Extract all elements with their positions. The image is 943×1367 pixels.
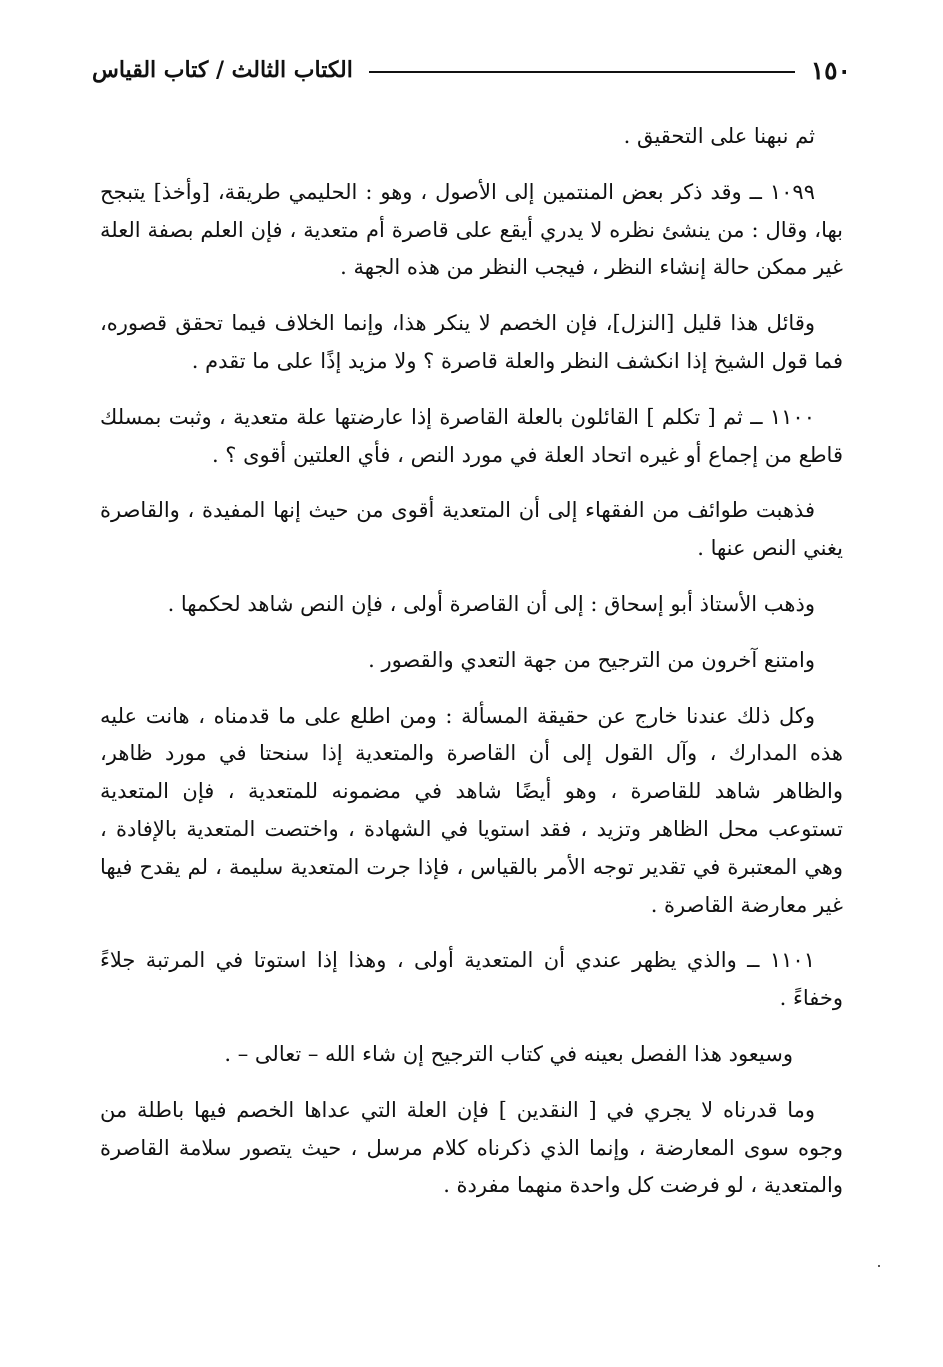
paragraph-1099: ١٠٩٩ ــ وقد ذكر بعض المنتمين إلى الأصول ، وهو : الحليمي طريقة، [وأخذ] يتبجح بها، وقال : من ينشئ نظره لا يدري أيقع على قاصرة أم متعدية ، فإن العلم بصفة العلة غير ممكن حالة إنشاء النظر ، فيجب النظر من هذه الجهة . <box>100 179 843 280</box>
paragraph: وما قدرناه لا يجري في [ النقدين ] فإن العلة التي عداها الخصم فيها باطلة من وجوه سوى المعارضة ، وإنما الذي ذكرناه كلام مرسل ، حيث يتصور سلامة القاصرة والمتعدية ، لو فرضت كل واحدة منهما مفردة . <box>100 1097 843 1198</box>
paragraph: وامتنع آخرون من الترجيح من جهة التعدي والقصور . <box>368 647 815 672</box>
paragraph: فذهبت طوائف من الفقهاء إلى أن المتعدية أقوى من حيث إنها المفيدة ، والقاصرة يغني النص عنها . <box>100 498 843 561</box>
page-body <box>100 118 843 1223</box>
paragraph-1101: ١١٠١ ــ والذي يظهر عندي أن المتعدية أولى ، وهذا إذا استوتا في المرتبة جلاءً وخفاءً . <box>100 948 843 1011</box>
running-title: الكتاب الثالث / كتاب القياس <box>92 57 353 83</box>
header-rule <box>369 71 795 73</box>
paragraph: ثم نبهنا على التحقيق . <box>623 124 815 148</box>
paragraph-1100: ١١٠٠ ــ ثم [ تكلم ] القائلون بالعلة القاصرة إذا عارضتها علة متعدية ، وثبت بمسلك قاطع من إجماع أو غيره اتحاد العلة في مورد النص ، فأي العلتين أقوى ؟ . <box>100 404 843 467</box>
paragraph: وذهب الأستاذ أبو إسحاق : إلى أن القاصرة أولى ، فإن النص شاهد لحكمها . <box>167 591 815 616</box>
paragraph: وكل ذلك عندنا خارج عن حقيقة المسألة : ومن اطلع على ما قدمناه ، هانت عليه هذه المدارك ، وآل القول إلى أن القاصرة والمتعدية إذا سنحتا في مورد ظاهر، والظاهر شاهد للقاصرة ، وهو أيضًا شاهد في مضمونه للمتعدية ، فإن المتعدية تستوعب محل الظاهر وتزيد ، فقد استويا في الشهادة ، واختصت المتعدية بالإفادة ، وهي المعتبرة في تقدير توجه الأمر بالقياس ، فإذا جرت المتعدية سليمة ، لم يقدح فيها غير معارضة القاصرة . <box>100 703 843 917</box>
page-number: ١٥٠ <box>810 55 851 85</box>
scan-speck <box>878 1265 880 1267</box>
page-header <box>92 50 851 90</box>
paragraph: وقائل هذا قليل [النزل]، فإن الخصم لا ينكر هذا، وإنما الخلاف فيما تحقق قصوره، فما قول الشيخ إذا انكشف النظر والعلة قاصرة ؟ ولا مزيد إذًا على ما تقدم . <box>100 311 843 373</box>
paragraph: وسيعود هذا الفصل بعينه في كتاب الترجيح إن شاء الله – تعالى – . <box>224 1041 793 1066</box>
